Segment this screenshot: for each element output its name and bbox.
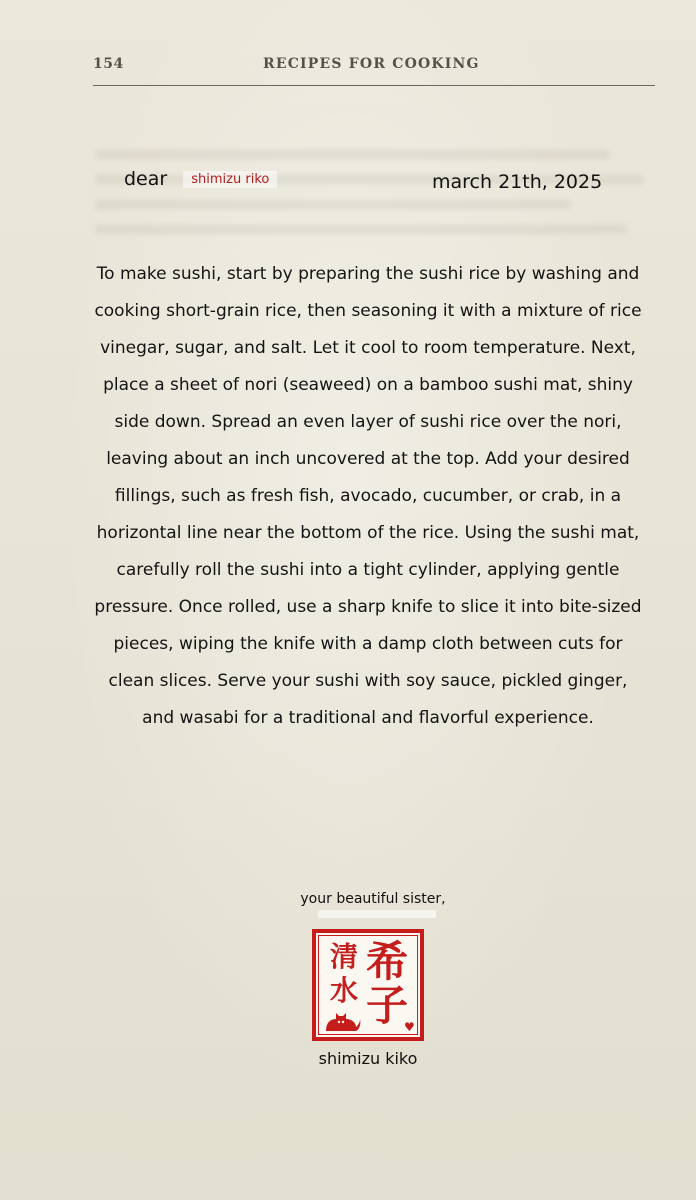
letter-body: To make sushi, start by preparing the sushi rice by washing and cooking short-grain rice, then seasoning it with a mixture of rice vinegar, sugar, and salt. Let it cool to room temperature. Next, place a sheet of nori (seaweed) on a bamboo sushi mat, shiny side down. Spread an even layer of sushi rice over the nori, leaving about an inch uncovered at the top. Add your desired fillings, such as fresh fish, avocado, cucumber, or crab, in a horizontal line near the bottom of the rice. Using the sushi mat, carefully roll the sushi into a tight cylinder, applying gentle pressure. Once rolled, use a sharp knife to slice it into bite-sized pieces, wiping the knife with a damp cloth between cuts for clean slices. Serve your sushi with soy sauce, pickled ginger, and wasabi for a traditional and flavorful experience. <box>94 264 642 728</box>
heart-icon: ♥ <box>404 1020 415 1034</box>
name-seal <box>312 929 424 1041</box>
page-number: 154 <box>93 56 124 72</box>
greeting <box>124 168 277 190</box>
cat-icon <box>322 1005 362 1033</box>
signoff <box>0 891 696 907</box>
greeting-word: dear <box>124 168 168 190</box>
header-rule <box>93 85 655 86</box>
letter-date: march 21th, 2025 <box>432 171 603 193</box>
bleed-through-text <box>95 150 655 250</box>
page-header <box>93 54 655 84</box>
seal-char-kiyo: 清 <box>330 940 359 973</box>
recipient-name: shimizu riko <box>183 171 277 188</box>
running-head: RECIPES FOR COOKING <box>263 56 480 72</box>
signoff-erased-line <box>318 910 436 918</box>
signoff-text: your beautiful sister, <box>300 891 446 907</box>
seal-char-mizu: 水 <box>330 974 359 1007</box>
seal-char-ki: 希 <box>366 937 409 986</box>
seal-char-ko: 子 <box>366 981 409 1030</box>
signature: shimizu kiko <box>318 1049 418 1068</box>
